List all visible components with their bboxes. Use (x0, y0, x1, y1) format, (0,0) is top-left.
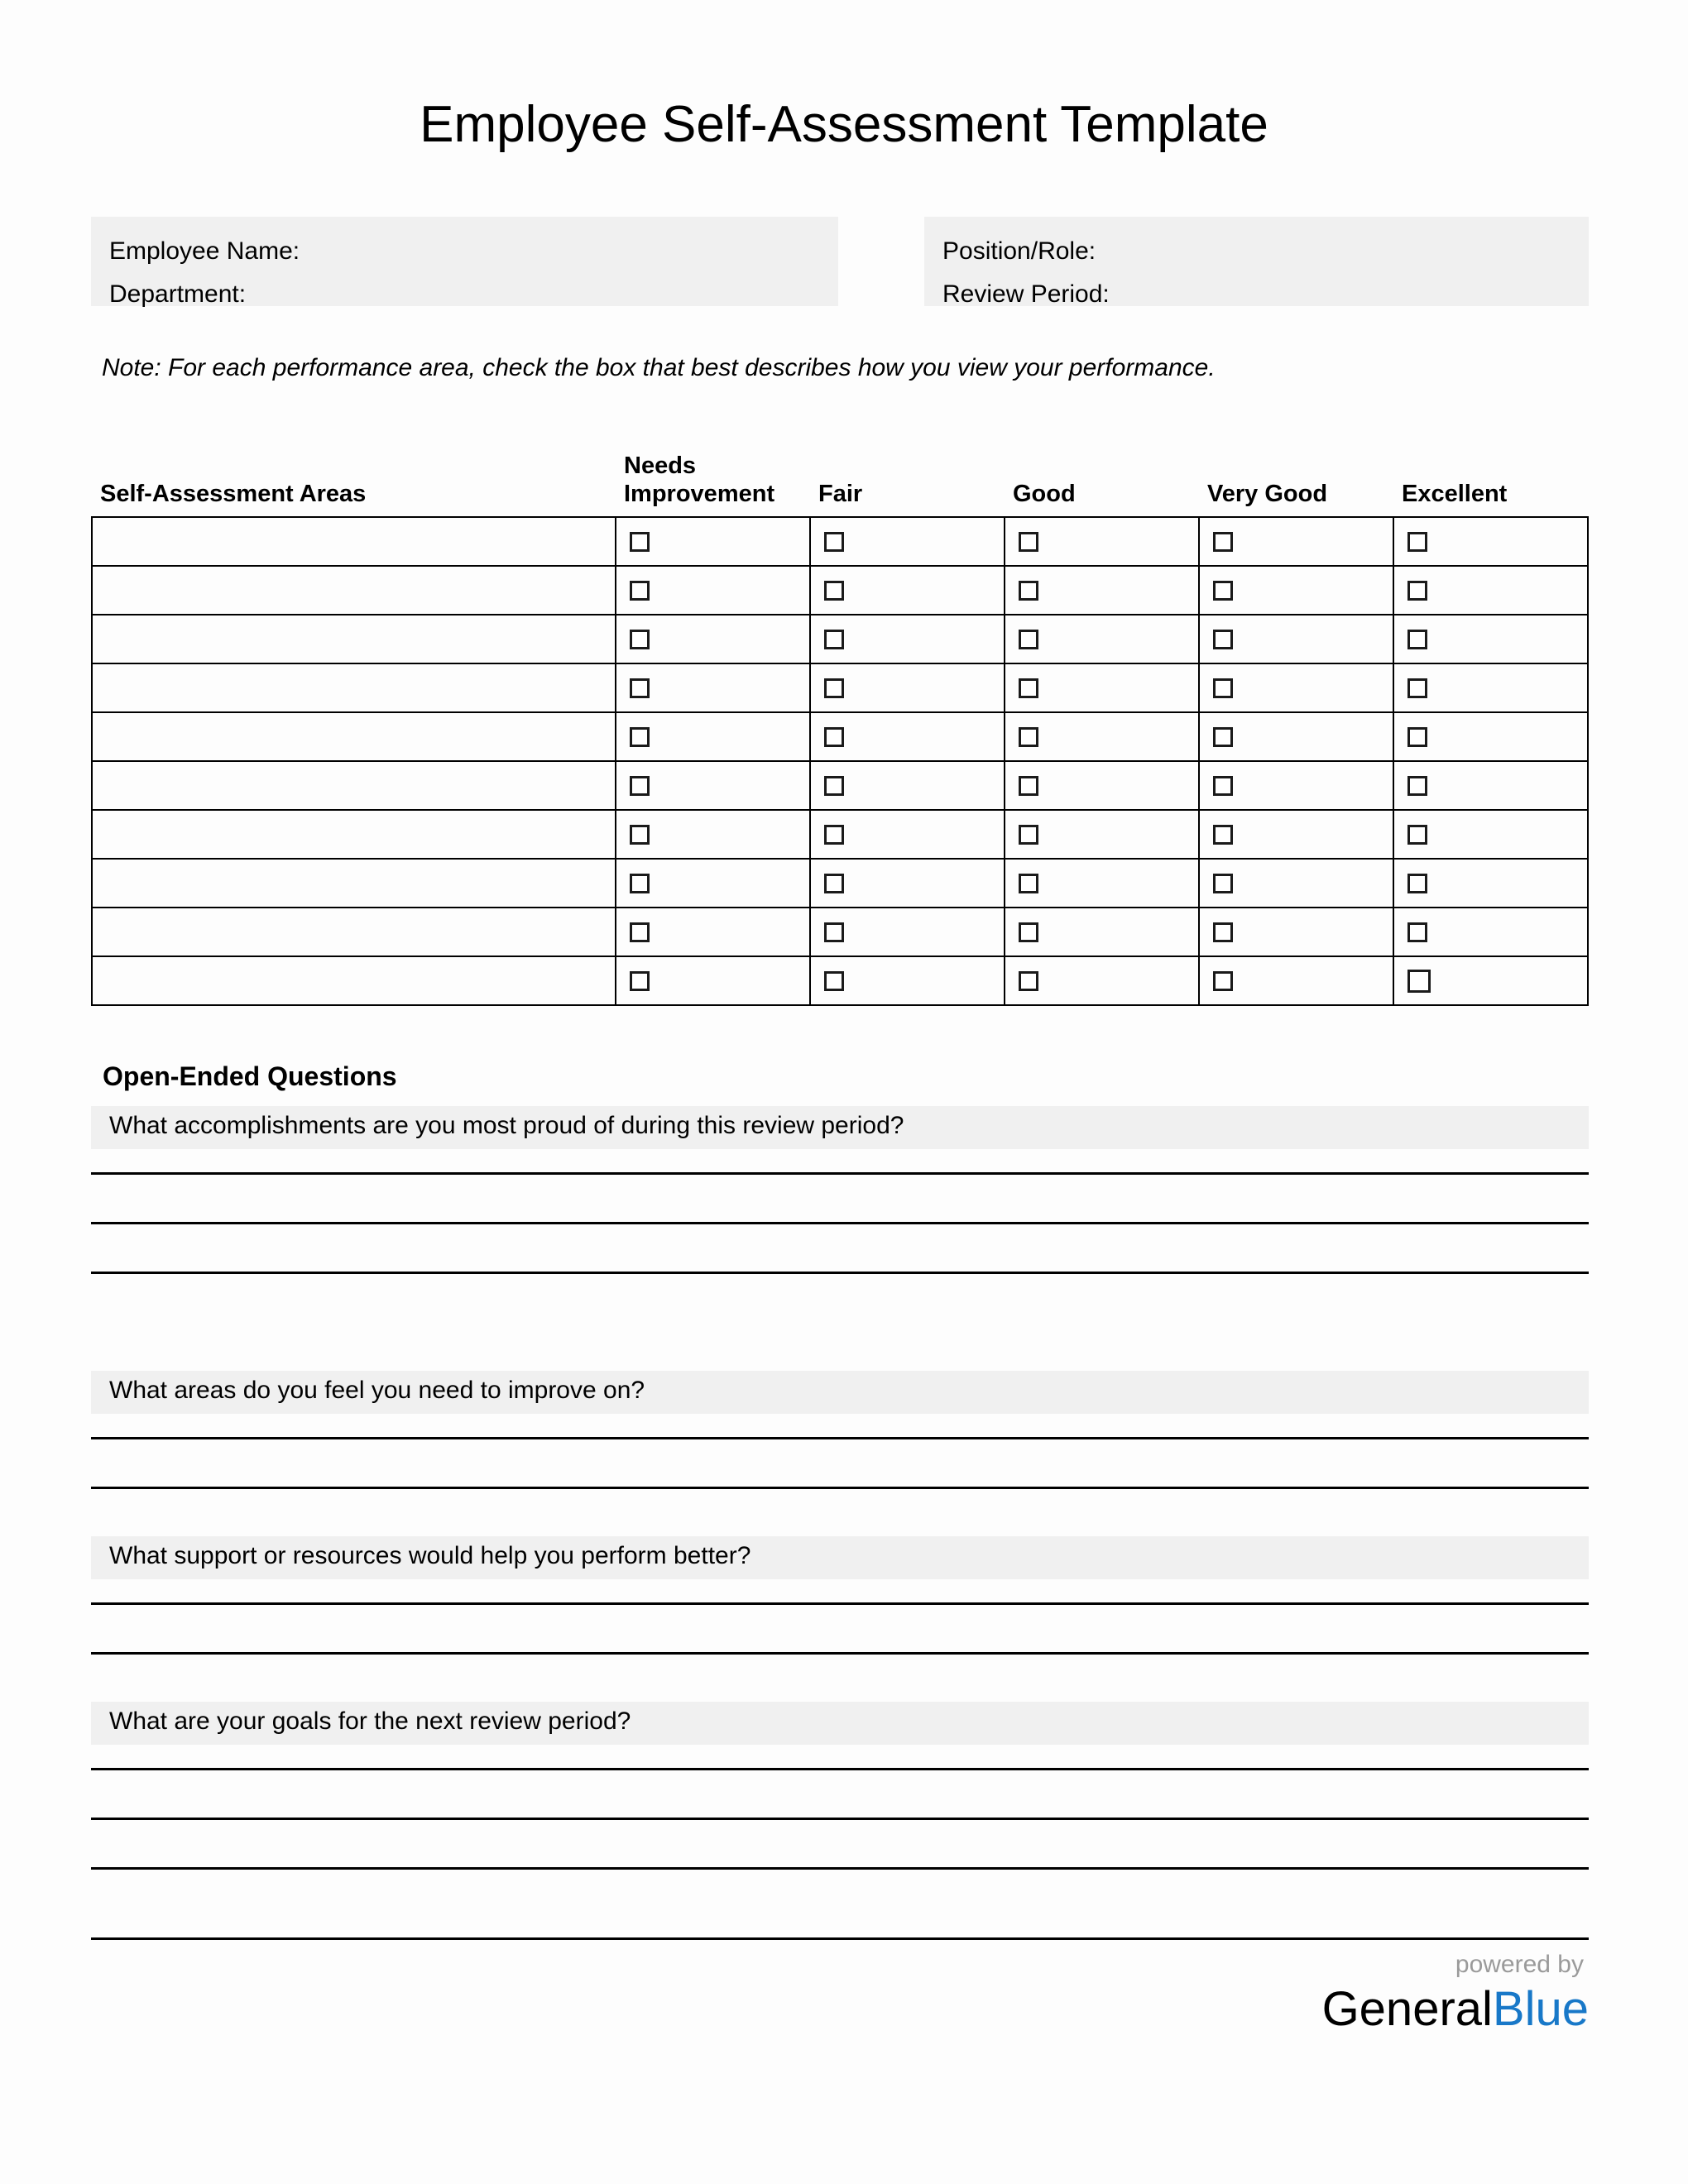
checkbox-needs-improvement[interactable] (630, 874, 650, 893)
brand-wordmark (1321, 1982, 1589, 2036)
checkbox-good[interactable] (1019, 630, 1038, 649)
rating-cell-excellent[interactable] (1393, 566, 1588, 615)
rating-cell-excellent[interactable] (1393, 615, 1588, 663)
checkbox-very-good[interactable] (1213, 630, 1233, 649)
checkbox-very-good[interactable] (1213, 532, 1233, 552)
rating-cell-fair[interactable] (810, 956, 1005, 1005)
checkbox-good[interactable] (1019, 532, 1038, 552)
checkbox-very-good[interactable] (1213, 922, 1233, 942)
rating-cell-needs-improvement[interactable] (616, 761, 810, 810)
checkbox-excellent[interactable] (1407, 532, 1427, 552)
checkbox-very-good[interactable] (1213, 727, 1233, 747)
rating-cell-needs-improvement[interactable] (616, 956, 810, 1005)
checkbox-good[interactable] (1019, 922, 1038, 942)
answer-line[interactable] (91, 1437, 1589, 1439)
answer-line[interactable] (91, 1768, 1589, 1770)
rating-cell-very-good[interactable] (1199, 810, 1393, 859)
checkbox-fair[interactable] (824, 971, 844, 991)
assessment-table-head (92, 432, 1588, 517)
checkbox-excellent[interactable] (1407, 776, 1427, 796)
table-row (92, 859, 1588, 908)
rating-cell-very-good[interactable] (1199, 908, 1393, 956)
checkbox-needs-improvement[interactable] (630, 581, 650, 601)
checkbox-needs-improvement[interactable] (630, 532, 650, 552)
column-header-needs-improvement: Needs Improvement (624, 453, 775, 507)
rating-cell-very-good[interactable] (1199, 615, 1393, 663)
checkbox-excellent[interactable] (1407, 727, 1427, 747)
rating-cell-good[interactable] (1005, 615, 1199, 663)
assessment-area-cell[interactable] (92, 810, 616, 859)
checkbox-fair[interactable] (824, 581, 844, 601)
checkbox-good[interactable] (1019, 776, 1038, 796)
checkbox-fair[interactable] (824, 825, 844, 845)
checkbox-good[interactable] (1019, 971, 1038, 991)
review-period-label: Review Period: (942, 280, 1110, 308)
answer-line[interactable] (91, 1272, 1589, 1274)
rating-cell-excellent[interactable] (1393, 517, 1588, 566)
assessment-area-cell[interactable] (92, 956, 616, 1005)
checkbox-fair[interactable] (824, 678, 844, 698)
table-row (92, 956, 1588, 1005)
question-prompt: What areas do you feel you need to improve on? (91, 1371, 1589, 1414)
rating-cell-fair[interactable] (810, 712, 1005, 761)
rating-cell-excellent[interactable] (1393, 761, 1588, 810)
column-header-excellent: Excellent (1402, 480, 1508, 507)
rating-cell-good[interactable] (1005, 517, 1199, 566)
answer-lines[interactable] (91, 1745, 1589, 1918)
employee-name-label: Employee Name: (109, 237, 300, 265)
assessment-area-cell[interactable] (92, 712, 616, 761)
checkbox-needs-improvement[interactable] (630, 825, 650, 845)
question-prompt: What accomplishments are you most proud of during this review period? (91, 1106, 1589, 1149)
answer-line[interactable] (91, 1867, 1589, 1870)
answer-line[interactable] (91, 1652, 1589, 1655)
rating-cell-needs-improvement[interactable] (616, 566, 810, 615)
answer-lines[interactable] (91, 1149, 1589, 1323)
rating-cell-excellent[interactable] (1393, 956, 1588, 1005)
brand-blue-text: Blue (1492, 1982, 1589, 2036)
column-header-fair: Fair (818, 480, 863, 507)
checkbox-good[interactable] (1019, 727, 1038, 747)
assessment-area-cell[interactable] (92, 566, 616, 615)
rating-cell-needs-improvement[interactable] (616, 712, 810, 761)
checkbox-needs-improvement[interactable] (630, 630, 650, 649)
rating-cell-fair[interactable] (810, 908, 1005, 956)
rating-cell-fair[interactable] (810, 615, 1005, 663)
generalblue-logo (1321, 1951, 1589, 2036)
checkbox-needs-improvement[interactable] (630, 678, 650, 698)
rating-cell-good[interactable] (1005, 810, 1199, 859)
checkbox-excellent[interactable] (1407, 874, 1427, 893)
checkbox-very-good[interactable] (1213, 971, 1233, 991)
rating-cell-excellent[interactable] (1393, 908, 1588, 956)
answer-line[interactable] (91, 1172, 1589, 1175)
rating-cell-very-good[interactable] (1199, 712, 1393, 761)
identity-left-box[interactable] (91, 217, 838, 306)
table-row (92, 712, 1588, 761)
checkbox-very-good[interactable] (1213, 678, 1233, 698)
checkbox-very-good[interactable] (1213, 825, 1233, 845)
rating-cell-very-good[interactable] (1199, 517, 1393, 566)
rating-cell-very-good[interactable] (1199, 761, 1393, 810)
question-block (91, 1106, 1589, 1323)
assessment-table-body (92, 517, 1588, 1005)
checkbox-excellent[interactable] (1407, 825, 1427, 845)
checkbox-needs-improvement[interactable] (630, 727, 650, 747)
table-row (92, 761, 1588, 810)
assessment-area-cell[interactable] (92, 663, 616, 712)
department-label: Department: (109, 280, 247, 308)
rating-cell-excellent[interactable] (1393, 712, 1588, 761)
assessment-header-row (92, 432, 1588, 517)
answer-line[interactable] (91, 1602, 1589, 1605)
checkbox-good[interactable] (1019, 678, 1038, 698)
position-role-label: Position/Role: (942, 237, 1096, 265)
assessment-table (91, 432, 1589, 1006)
rating-cell-excellent[interactable] (1393, 663, 1588, 712)
column-header-very-good: Very Good (1207, 480, 1328, 507)
checkbox-excellent[interactable] (1407, 970, 1431, 993)
brand-general-text: General (1321, 1982, 1493, 2036)
checkbox-excellent[interactable] (1407, 678, 1427, 698)
table-row (92, 810, 1588, 859)
rating-cell-needs-improvement[interactable] (616, 663, 810, 712)
table-row (92, 615, 1588, 663)
rating-cell-needs-improvement[interactable] (616, 908, 810, 956)
checkbox-very-good[interactable] (1213, 874, 1233, 893)
instruction-note: Note: For each performance area, check the box that best describes how you view your performance. (102, 354, 1216, 381)
checkbox-fair[interactable] (824, 776, 844, 796)
rating-cell-needs-improvement[interactable] (616, 517, 810, 566)
assessment-area-cell[interactable] (92, 859, 616, 908)
rating-cell-good[interactable] (1005, 908, 1199, 956)
assessment-area-cell[interactable] (92, 615, 616, 663)
checkbox-fair[interactable] (824, 874, 844, 893)
assessment-area-cell[interactable] (92, 517, 616, 566)
rating-cell-fair[interactable] (810, 663, 1005, 712)
assessment-area-cell[interactable] (92, 908, 616, 956)
checkbox-fair[interactable] (824, 727, 844, 747)
checkbox-fair[interactable] (824, 532, 844, 552)
column-header-good: Good (1013, 480, 1076, 507)
column-header-area: Self-Assessment Areas (100, 480, 367, 507)
checkbox-excellent[interactable] (1407, 581, 1427, 601)
rating-cell-needs-improvement[interactable] (616, 615, 810, 663)
rating-cell-very-good[interactable] (1199, 956, 1393, 1005)
table-row (92, 663, 1588, 712)
answer-line[interactable] (91, 1487, 1589, 1489)
powered-by-label: powered by (1455, 1951, 1584, 1978)
rating-cell-excellent[interactable] (1393, 859, 1588, 908)
rating-cell-good[interactable] (1005, 859, 1199, 908)
rating-cell-good[interactable] (1005, 712, 1199, 761)
checkbox-excellent[interactable] (1407, 630, 1427, 649)
checkbox-good[interactable] (1019, 581, 1038, 601)
rating-cell-fair[interactable] (810, 566, 1005, 615)
checkbox-very-good[interactable] (1213, 776, 1233, 796)
question-prompt: What support or resources would help you perform better? (91, 1536, 1589, 1579)
identity-right-box[interactable] (924, 217, 1589, 306)
question-block (91, 1702, 1589, 1918)
question-prompt: What are your goals for the next review period? (91, 1702, 1589, 1745)
rating-cell-very-good[interactable] (1199, 859, 1393, 908)
table-row (92, 908, 1588, 956)
table-row (92, 517, 1588, 566)
checkbox-excellent[interactable] (1407, 922, 1427, 942)
answer-line[interactable] (91, 1818, 1589, 1820)
checkbox-needs-improvement[interactable] (630, 776, 650, 796)
rating-cell-needs-improvement[interactable] (616, 810, 810, 859)
rating-cell-fair[interactable] (810, 761, 1005, 810)
rating-cell-very-good[interactable] (1199, 566, 1393, 615)
rating-cell-good[interactable] (1005, 761, 1199, 810)
rating-cell-good[interactable] (1005, 566, 1199, 615)
checkbox-good[interactable] (1019, 825, 1038, 845)
rating-cell-needs-improvement[interactable] (616, 859, 810, 908)
assessment-table-wrapper (91, 432, 1587, 1006)
identity-header (91, 217, 1589, 306)
checkbox-very-good[interactable] (1213, 581, 1233, 601)
rating-cell-good[interactable] (1005, 956, 1199, 1005)
rating-cell-excellent[interactable] (1393, 810, 1588, 859)
checkbox-fair[interactable] (824, 630, 844, 649)
checkbox-needs-improvement[interactable] (630, 971, 650, 991)
table-row (92, 566, 1588, 615)
page-title: Employee Self-Assessment Template (420, 96, 1268, 153)
rating-cell-very-good[interactable] (1199, 663, 1393, 712)
rating-cell-fair[interactable] (810, 517, 1005, 566)
rating-cell-good[interactable] (1005, 663, 1199, 712)
footer-divider (91, 1937, 1589, 1940)
rating-cell-fair[interactable] (810, 859, 1005, 908)
checkbox-fair[interactable] (824, 922, 844, 942)
rating-cell-fair[interactable] (810, 810, 1005, 859)
answer-line[interactable] (91, 1222, 1589, 1224)
checkbox-needs-improvement[interactable] (630, 922, 650, 942)
assessment-area-cell[interactable] (92, 761, 616, 810)
checkbox-good[interactable] (1019, 874, 1038, 893)
open-ended-heading: Open-Ended Questions (103, 1061, 397, 1091)
